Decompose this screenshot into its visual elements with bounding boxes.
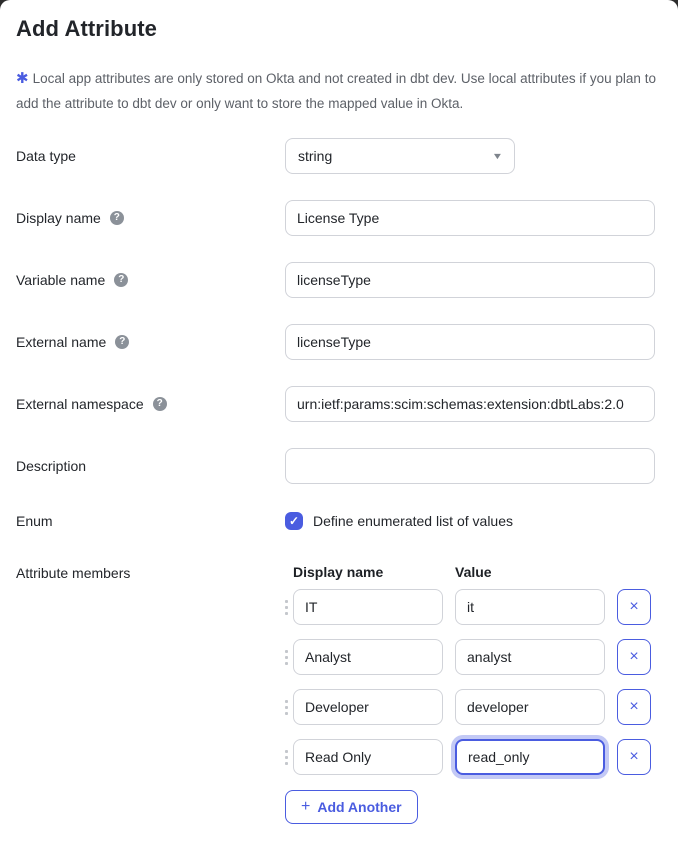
variable-name-input[interactable] <box>285 262 655 298</box>
remove-row-button[interactable] <box>617 739 651 775</box>
enum-checkbox[interactable] <box>285 512 303 530</box>
description-label: Description <box>16 458 87 474</box>
data-type-select[interactable] <box>285 138 515 174</box>
check-icon: ✓ <box>288 514 300 528</box>
display-name-row <box>16 200 662 236</box>
member-column-headers <box>285 564 655 580</box>
close-icon: × <box>629 698 639 715</box>
member-value-input[interactable] <box>455 639 605 675</box>
member-row <box>285 589 655 625</box>
external-name-row <box>16 324 662 360</box>
data-type-selected-value: string <box>298 148 333 164</box>
enum-row <box>16 512 662 530</box>
member-display-name-input[interactable] <box>293 739 443 775</box>
external-namespace-row <box>16 386 662 422</box>
member-value-input[interactable] <box>455 689 605 725</box>
help-icon[interactable]: ? <box>110 211 124 225</box>
member-list <box>285 589 655 775</box>
add-another-button[interactable] <box>285 790 418 824</box>
variable-name-label: Variable name ? <box>16 262 285 298</box>
remove-row-button[interactable] <box>617 639 651 675</box>
column-header-value: Value <box>455 564 492 580</box>
enum-label: Enum <box>16 513 53 529</box>
data-type-row <box>16 138 662 174</box>
local-attribute-note <box>16 66 662 116</box>
close-icon: × <box>629 748 639 765</box>
external-namespace-label: External namespace ? <box>16 386 285 422</box>
column-header-display-name: Display name <box>293 564 384 580</box>
enum-checkbox-label: Define enumerated list of values <box>313 513 513 529</box>
drag-handle-icon[interactable] <box>285 750 293 765</box>
drag-handle-icon[interactable] <box>285 700 293 715</box>
plus-icon: + <box>301 798 311 815</box>
add-another-label: Add Another <box>317 799 402 815</box>
member-value-input[interactable] <box>455 589 605 625</box>
member-display-name-input[interactable] <box>293 689 443 725</box>
external-name-label: External name ? <box>16 324 285 360</box>
member-display-name-input[interactable] <box>293 639 443 675</box>
close-icon: × <box>629 648 639 665</box>
description-input[interactable] <box>285 448 655 484</box>
drag-handle-icon[interactable] <box>285 650 293 665</box>
member-value-input-focused[interactable] <box>455 739 605 775</box>
help-icon[interactable]: ? <box>114 273 128 287</box>
external-name-input[interactable] <box>285 324 655 360</box>
variable-name-row <box>16 262 662 298</box>
note-text: Local app attributes are only stored on Okta and not created in dbt dev. Use local attributes if you plan to add the attribute to dbt dev or only want to store the mapped value in Okta. <box>16 71 656 111</box>
remove-row-button[interactable] <box>617 689 651 725</box>
remove-row-button[interactable] <box>617 589 651 625</box>
member-row <box>285 739 655 775</box>
member-row <box>285 689 655 725</box>
member-display-name-input[interactable] <box>293 589 443 625</box>
display-name-label: Display name ? <box>16 200 285 236</box>
drag-handle-icon[interactable] <box>285 600 293 615</box>
description-row <box>16 448 662 484</box>
display-name-input[interactable] <box>285 200 655 236</box>
data-type-label: Data type <box>16 148 76 164</box>
attribute-members-label: Attribute members <box>16 565 131 581</box>
chevron-down-icon: ▼ <box>491 151 504 161</box>
help-icon[interactable]: ? <box>153 397 167 411</box>
page-title: Add Attribute <box>16 16 158 41</box>
attribute-members-row <box>16 564 662 824</box>
member-row <box>285 639 655 675</box>
external-namespace-input[interactable] <box>285 386 655 422</box>
close-icon: × <box>629 598 639 615</box>
help-icon[interactable]: ? <box>115 335 129 349</box>
required-asterisk-icon: ✱ <box>16 70 29 87</box>
